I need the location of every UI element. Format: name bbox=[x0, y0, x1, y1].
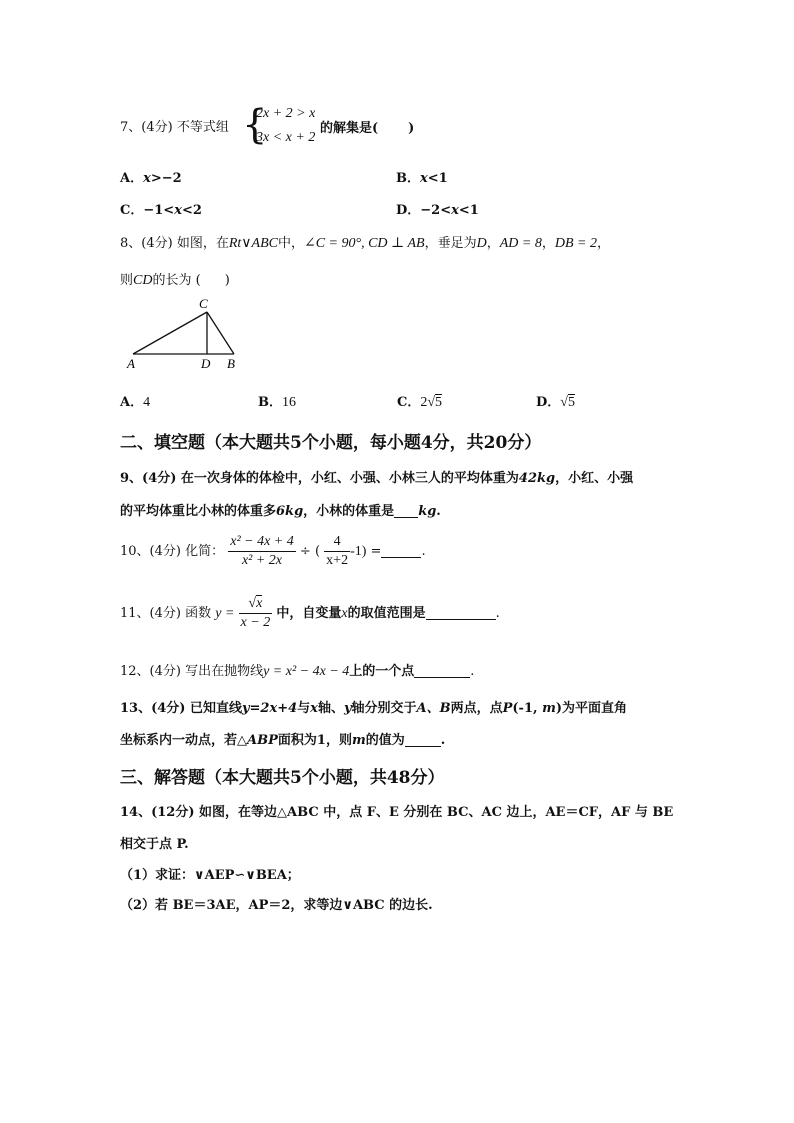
q14-line1: 14、(12分) 如图，在等边△ABC 中，点 F、E 分别在 BC、AC 边上，AE＝CF，AF 与 BE bbox=[120, 805, 674, 820]
side-ac bbox=[133, 312, 207, 354]
q7-stem bbox=[120, 116, 229, 135]
q10-line: 10、(4分) 化简： $\frac{\text{x² − 4x + 4}}{\text{x² + 2x}}$ ÷ ( $\frac{4}{x+2}$ -1) = . bbox=[120, 534, 426, 568]
q8-option-a[interactable]: A．4 bbox=[120, 395, 151, 410]
section-3-heading: 三、解答题（本大题共5个小题，共48分） bbox=[120, 768, 445, 788]
q9-line2: 的平均体重比小林的体重多6kg，小林的体重是 kg. bbox=[120, 504, 441, 519]
q13-line1: 13、(4分) 已知直线y=2x+4与x轴、y轴分别交于A、B两点，点P(-1, m)为平面直角 bbox=[120, 701, 627, 716]
q7-prefix: 7、(4分) 不等式组 bbox=[120, 120, 229, 135]
q8-option-b[interactable]: B．16 bbox=[258, 395, 296, 410]
q14-part1: （1）求证：∨AEP∽∨BEA； bbox=[120, 868, 300, 883]
q10-fraction-2: $\frac{4}{x+2}$ bbox=[326, 534, 349, 568]
q7-inequality-2: 3x < x + 2 bbox=[256, 130, 316, 145]
q13-answer-blank[interactable] bbox=[405, 732, 441, 747]
q14-line2: 相交于点 P. bbox=[120, 837, 189, 852]
q9-line1: 9、(4分) 在一次身体的体检中，小红、小强、小林三人的平均体重为42kg，小红、小强 bbox=[120, 471, 634, 486]
q10-answer-blank[interactable] bbox=[381, 543, 421, 558]
q14-part2: （2）若 BE＝3AE，AP＝2，求等边∨ABC 的边长. bbox=[120, 898, 433, 913]
vertex-label-c: C bbox=[199, 296, 208, 311]
q12-answer-blank[interactable] bbox=[414, 663, 470, 678]
vertex-label-a: A bbox=[127, 356, 135, 371]
q7-option-a[interactable]: A．x>−2 bbox=[120, 171, 182, 186]
q12-line: 12、(4分) 写出在抛物线y = x² − 4x − 4上的一个点 . bbox=[120, 664, 475, 679]
q11-line: 11、(4分) 函数 y = $\frac{√x}{x - 2}$ 中，自变量x的取值范围是 . bbox=[120, 596, 500, 630]
q7-system-brace: { bbox=[242, 102, 268, 148]
q9-answer-blank[interactable] bbox=[394, 503, 418, 518]
q7-suffix: 的解集是( ) bbox=[320, 121, 415, 136]
q8-option-c[interactable]: C．2√5 bbox=[397, 395, 443, 410]
vertex-label-d: D bbox=[201, 356, 211, 371]
q8-triangle-figure bbox=[125, 296, 245, 372]
q7-inequality-1: 2x + 2 > x bbox=[256, 106, 316, 121]
side-cb bbox=[207, 312, 234, 354]
q8-stem-line1: 8、(4分) 如图，在Rt∨ABC中，∠C = 90°, CD ⊥ AB，垂足为D，AD = 8，DB = 2， bbox=[120, 236, 610, 251]
q13-line2: 坐标系内一动点，若△ABP面积为1，则m的值为 . bbox=[120, 733, 446, 748]
q7-option-d[interactable]: D．−2<x<1 bbox=[396, 203, 479, 218]
q7-option-b[interactable]: B．x<1 bbox=[396, 171, 448, 186]
q8-stem-line2: 则CD的长为 ( ) bbox=[120, 273, 230, 288]
vertex-label-b: B bbox=[227, 356, 235, 371]
section-2-heading: 二、填空题（本大题共5个小题，每小题4分，共20分） bbox=[120, 433, 542, 453]
q8-option-d[interactable]: D．√5 bbox=[536, 395, 575, 410]
q11-answer-blank[interactable] bbox=[426, 605, 496, 620]
q7-option-c[interactable]: C．−1<x<2 bbox=[120, 203, 202, 218]
q10-fraction-1: $\frac{\text{x² − 4x + 4}}{\text{x² + 2x}}$ bbox=[230, 534, 294, 568]
q11-fraction: $\frac{√x}{x - 2}$ bbox=[240, 596, 271, 630]
